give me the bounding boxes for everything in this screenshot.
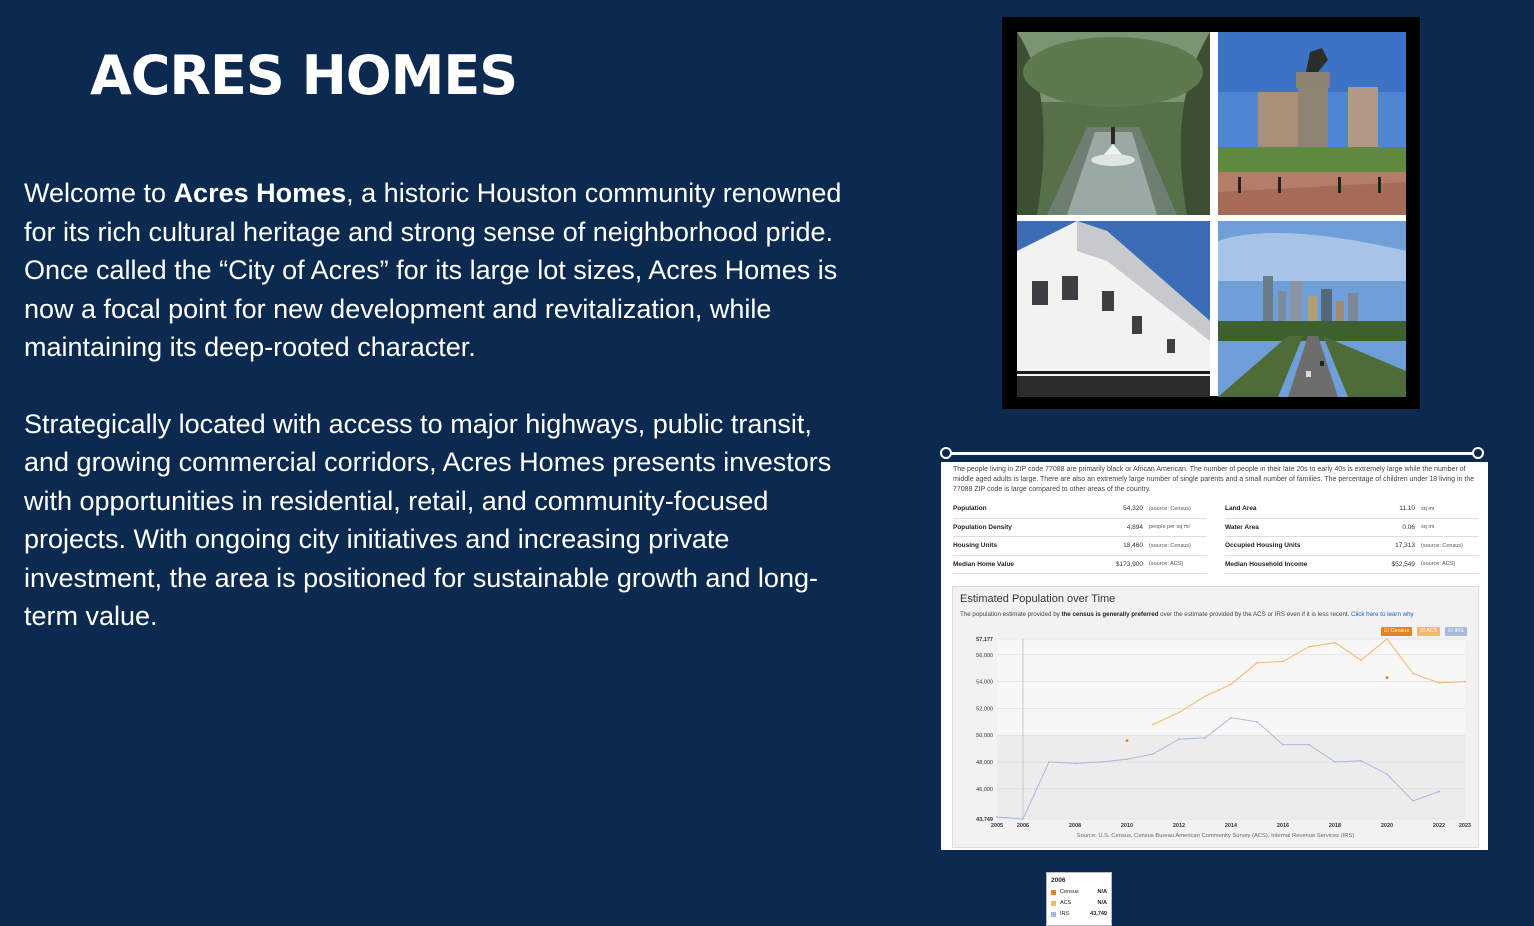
- data-point-acs: [1256, 662, 1258, 664]
- data-point-irs: [1152, 753, 1154, 755]
- stats-table: [953, 500, 1479, 574]
- data-point-acs: [1412, 673, 1414, 675]
- data-point-irs: [1386, 773, 1388, 775]
- intro-text: [24, 174, 854, 674]
- stat-label: Median Household Income: [1225, 560, 1308, 568]
- data-point-acs: [1438, 682, 1440, 684]
- stat-row: [1225, 500, 1479, 519]
- data-point-irs: [1100, 761, 1102, 763]
- data-point-acs: [1282, 661, 1284, 663]
- chart-title: Estimated Population over Time: [960, 593, 1116, 605]
- tooltip-year: 2006: [1051, 877, 1066, 884]
- y-tick-label: 48,000: [976, 760, 993, 767]
- stat-row: [953, 537, 1207, 556]
- legend-census-toggle[interactable]: ☑ Census: [1381, 627, 1412, 636]
- data-point-census: [1126, 739, 1129, 742]
- stat-source: (source: Census): [1149, 505, 1191, 512]
- stat-row: [953, 519, 1207, 538]
- x-tick-label: 2012: [1172, 823, 1186, 829]
- data-point-acs: [1334, 642, 1336, 644]
- stat-source: (source: ACS): [1149, 561, 1184, 568]
- x-tick-label: 2005: [990, 823, 1004, 829]
- stats-right-column: [1225, 500, 1479, 574]
- y-tick-label: 46,000: [976, 786, 993, 793]
- data-point-acs: [1360, 659, 1362, 661]
- tooltip-series-value: 43,749: [1090, 911, 1107, 917]
- stat-label: Median Home Value: [953, 560, 1015, 568]
- legend-acs-toggle[interactable]: ☑ ACS: [1417, 627, 1440, 636]
- stat-source: sq mi: [1421, 505, 1435, 512]
- data-point-acs: [1464, 681, 1466, 683]
- x-tick-label: 2010: [1120, 823, 1134, 829]
- data-point-irs: [1438, 791, 1440, 793]
- data-point-acs: [1230, 683, 1232, 685]
- stats-left-column: [953, 500, 1207, 574]
- neighborhood-name: Acres Homes: [173, 178, 347, 208]
- plot-band-upper: [997, 639, 1465, 735]
- data-point-irs: [1230, 717, 1232, 719]
- stat-value: 0.06: [1402, 523, 1415, 531]
- tooltip-row: [1051, 900, 1107, 906]
- x-tick-label: 2018: [1328, 823, 1342, 829]
- zip-description: The people living in ZIP code 77088 are primarily black or African American. The number of people in their late 20s to early 40s is extremely large while the number of middle aged adults is large. There are also an extremely large number of single parents and a small number of families. The percentage of children under 18 living in the 77088 ZIP code is large compared to other areas of the country.: [953, 466, 1475, 493]
- x-tick-label: 2016: [1276, 823, 1290, 829]
- y-tick-label: 54,000: [976, 679, 993, 686]
- stat-row: [1225, 556, 1479, 575]
- stat-label: Population Density: [953, 523, 1012, 531]
- investment-paragraph: Strategically located with access to major highways, public transit, and growing commercial corridors, Acres Homes presents investors with opportunities in residential, retail, and community-focused projects. With ongoing city initiatives and increasing private investment, the area is positioned for sustainable growth and long-term value.: [24, 408, 832, 631]
- x-tick-label: 2022: [1432, 823, 1446, 829]
- tooltip-series-value: N/A: [1097, 889, 1107, 895]
- population-chart: [952, 586, 1479, 917]
- stat-source: (source: Census): [1149, 542, 1191, 549]
- townhomes-photo: [1017, 221, 1210, 397]
- data-point-acs: [1386, 638, 1388, 640]
- resize-handle-right[interactable]: [1472, 447, 1484, 459]
- stat-label: Population: [953, 505, 987, 513]
- stat-value: 11.10: [1399, 505, 1415, 513]
- stat-label: Water Area: [1225, 523, 1259, 531]
- data-point-acs: [1152, 724, 1154, 726]
- learn-why-link[interactable]: Click here to learn why: [1351, 611, 1414, 618]
- stat-value: 18,460: [1123, 542, 1143, 550]
- y-tick-label: 57,177: [976, 637, 993, 643]
- data-point-irs: [1282, 744, 1284, 746]
- page-title: ACRES HOMES: [90, 44, 518, 107]
- y-tick-label: 50,000: [976, 733, 993, 740]
- data-point-irs: [1048, 761, 1050, 763]
- y-tick-label: 52,000: [976, 706, 993, 713]
- stat-value: 4,894: [1126, 523, 1143, 531]
- x-tick-label: 2023: [1458, 823, 1472, 829]
- tooltip-series-name: IRS: [1060, 911, 1070, 917]
- stat-label: Housing Units: [953, 542, 998, 550]
- x-tick-label: 2006: [1016, 823, 1030, 829]
- plot-band-lower: [997, 735, 1465, 819]
- stat-row: [953, 556, 1207, 575]
- population-line-chart: [953, 587, 1478, 847]
- resize-handle-left[interactable]: [940, 447, 952, 459]
- chart-tooltip: [1046, 872, 1112, 926]
- stat-row: [953, 500, 1207, 519]
- y-tick-label: 56,000: [976, 652, 993, 659]
- stat-value: $173,900: [1115, 560, 1143, 568]
- stat-label: Land Area: [1225, 505, 1257, 513]
- x-tick-label: 2020: [1380, 823, 1394, 829]
- data-point-irs: [1360, 760, 1362, 762]
- tooltip-series-name: ACS: [1060, 900, 1072, 906]
- stat-source: sq mi: [1421, 524, 1435, 531]
- stat-row: [1225, 519, 1479, 538]
- stat-label: Occupied Housing Units: [1225, 542, 1301, 550]
- data-point-acs: [1204, 695, 1206, 697]
- data-point-irs: [996, 816, 998, 818]
- data-point-irs: [1074, 762, 1076, 764]
- data-point-irs: [1412, 800, 1414, 802]
- data-point-irs: [1256, 721, 1258, 723]
- data-point-irs: [1334, 761, 1336, 763]
- chart-subtitle: The population estimate provided by the census is generally preferred over the estimate provided by the ACS or IRS even if it is less recent. Click here to learn why: [960, 611, 1414, 618]
- monument-photo: [1218, 32, 1406, 215]
- zip-stats-panel: [941, 462, 1488, 917]
- tooltip-swatch: [1051, 890, 1056, 895]
- stat-source: people per sq mi: [1149, 524, 1190, 531]
- tooltip-series-name: Census: [1060, 889, 1079, 895]
- skyline-highway-photo: [1218, 221, 1406, 397]
- x-tick-label: 2008: [1068, 823, 1082, 829]
- stat-value: $52,549: [1391, 560, 1415, 568]
- stat-value: 17,313: [1395, 542, 1415, 550]
- data-point-census: [1386, 676, 1389, 679]
- x-tick-label: 2014: [1224, 823, 1238, 829]
- tooltip-row: [1051, 889, 1107, 895]
- data-point-acs: [1178, 712, 1180, 714]
- data-point-irs: [1178, 738, 1180, 740]
- chart-source-note: Source: U.S. Census, Census Bureau American Community Survey (ACS), Internal Revenue Services (IRS): [1076, 833, 1355, 839]
- data-point-irs: [1126, 758, 1128, 760]
- data-point-acs: [1308, 646, 1310, 648]
- data-point-irs: [1308, 744, 1310, 746]
- y-tick-label: 43,749: [976, 817, 993, 823]
- selection-handle-bar[interactable]: [944, 452, 1480, 455]
- intro-paragraph: Welcome to Acres Homes, a historic Houston community renowned for its rich cultural heritage and strong sense of neighborhood pride. Once called the “City of Acres” for its large lot sizes, Acres Homes is now a focal point for new development and revitalization, while maintaining its deep-rooted character.: [24, 178, 842, 362]
- stat-source: (source: Census): [1421, 542, 1463, 549]
- tooltip-row: [1051, 911, 1107, 917]
- park-fountain-photo: [1017, 32, 1210, 215]
- legend-irs-toggle[interactable]: ☑ IRS: [1445, 627, 1467, 636]
- stat-source: (source: ACS): [1421, 561, 1456, 568]
- stat-value: 54,320: [1123, 505, 1143, 513]
- tooltip-swatch: [1051, 901, 1056, 906]
- tooltip-series-value: N/A: [1097, 900, 1107, 906]
- tooltip-swatch: [1051, 912, 1056, 917]
- photo-collage: [1002, 17, 1420, 409]
- data-point-irs: [1204, 737, 1206, 739]
- data-point-irs: [1022, 818, 1024, 820]
- stat-row: [1225, 537, 1479, 556]
